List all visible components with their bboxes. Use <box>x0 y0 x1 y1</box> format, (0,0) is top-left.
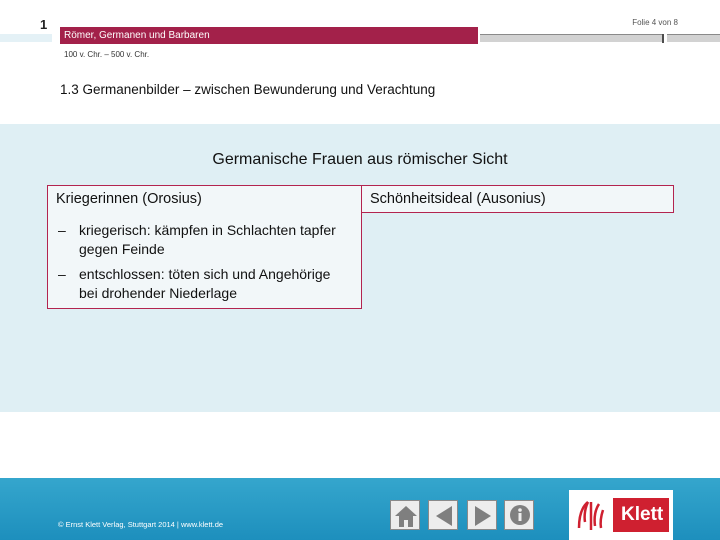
module-title-bar <box>60 27 478 44</box>
chapter-number: 1 <box>40 17 48 32</box>
bullet-text: kriegerisch: kämpfen in Schlachten tapfer gegen Feinde <box>79 222 336 257</box>
slide-title: Germanische Frauen aus römischer Sicht <box>212 151 508 168</box>
accent-strip <box>0 34 52 42</box>
klett-emblem-icon <box>569 490 613 540</box>
info-icon <box>505 501 535 531</box>
module-title: Römer, Germanen und Barbaren <box>64 30 210 41</box>
copyright-text: © Ernst Klett Verlag, Stuttgart 2014 | www.klett.de <box>58 520 224 529</box>
column-header-beauty <box>361 185 674 213</box>
home-button[interactable] <box>390 500 420 530</box>
period-label: 100 v. Chr. – 500 v. Chr. <box>64 50 150 59</box>
slide-counter: Folie 4 von 8 <box>632 18 678 27</box>
column-heading: Kriegerinnen (Orosius) <box>56 191 202 207</box>
column-heading: Schönheitsideal (Ausonius) <box>370 191 546 207</box>
bullet-dash: – <box>58 266 66 282</box>
arrow-right-icon <box>468 501 498 531</box>
content-panel <box>0 124 720 412</box>
header-divider-right <box>667 34 720 42</box>
next-slide-button[interactable] <box>467 500 497 530</box>
section-heading: 1.3 Germanenbilder – zwischen Bewunderung und Verachtung <box>60 82 436 97</box>
footer-bar <box>0 478 720 540</box>
list-item <box>48 221 348 259</box>
previous-slide-button[interactable] <box>428 500 458 530</box>
header-divider <box>480 34 663 42</box>
bullet-dash: – <box>58 222 66 238</box>
info-button[interactable] <box>504 500 534 530</box>
arrow-left-icon <box>429 501 459 531</box>
list-item <box>48 265 348 303</box>
logo-wordmark: Klett <box>621 504 664 525</box>
klett-logo <box>569 490 673 540</box>
home-icon <box>391 501 421 531</box>
logo-wordmark-box <box>613 498 669 532</box>
column-header-warriors <box>47 185 362 213</box>
bullet-text: entschlossen: töten sich und Angehörige bei drohender Niederlage <box>79 266 331 301</box>
warriors-content-box <box>47 212 362 309</box>
